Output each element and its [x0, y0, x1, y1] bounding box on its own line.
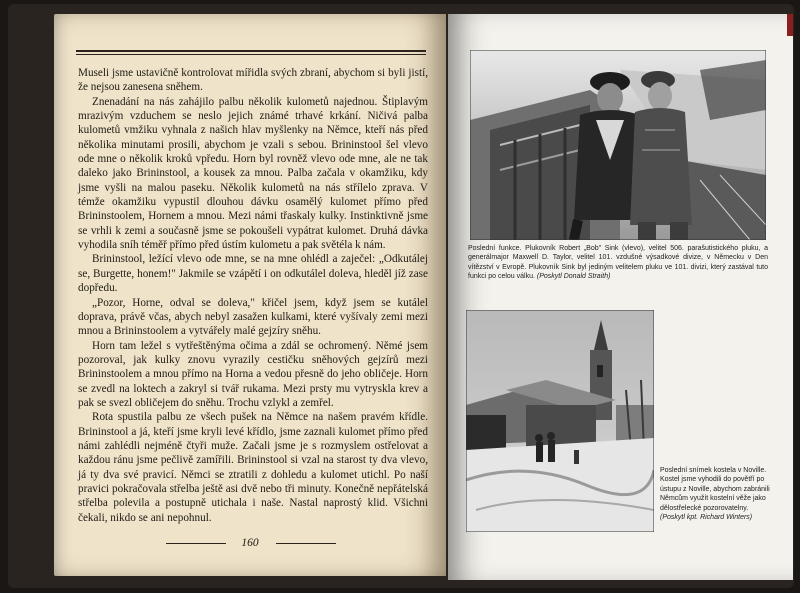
- header-rule-thin: [76, 54, 426, 55]
- photo-caption-bottom: [660, 466, 772, 522]
- caption-text: Poslední funkce. Plukovník Robert „Bob" Sink (vlevo), velitel 506. parašutistického pluku, a generálmajor Maxwell D. Taylor, velitel 101. vzdušné výsadkové divize, v Německu v Den vítězství v Evropě. Plukovník Sink byl jediným velitelem pluku ve 101. divizi, který zastával tuto funkci po celou válku.: [468, 245, 768, 281]
- page-footer: [54, 533, 446, 551]
- photo-caption-top: [468, 244, 768, 282]
- folio-rule-left: [166, 543, 226, 544]
- caption-text: Poslední snímek kostela v Noville. Kostel jsme vyhodili do povětří po ústupu z Noville, abychom zabránili Němcům využít kostelní věže jako dělostřelecké pozorovatelny.: [660, 467, 770, 512]
- paragraph: Rota spustila palbu ze všech pušek na Němce na našem pravém křídle. Brininstool a já, kteří jsme kryli levé křídlo, jsme zaznali kulomet přímo před námi zahlédli nejméně čtyři muže. Začali jsme je s rozmyslem ostřelovat a každou ránu jsme pečlivě zamířili. Brininstool si vzal na starost ty dva vlevo, já ty dva své pravicí. Němci se ztratili z dohledu a kulomet utichl. Po naší pravici pokračovala střelba ještě asi dvě nebo tři minuty. Konečně nepřátelská střelba polevila a postupně utichala i naše. Nastal naprostý klid. Všichni čekali, nikdo se ani nepohnul.: [78, 411, 428, 524]
- paragraph: Museli jsme ustavičně kontrolovat mířidla svých zbraní, abychom si byli jistí, že nejsou zanesena sněhem.: [78, 67, 428, 94]
- paragraph: Znenadání na nás zahájilo palbu několik kulometů najednou. Štiplavým mrazivým vzduchem se neslo jejich známé trhavé krkání. Ničivá palba kulometů vmžiku vyhnala z našich hlav myšlenky na Němce, kteří nás před několika minutami prosili, abychom je vzali s sebou. Brininstool šel vlevo ode mne o několik kroků vpředu. Horn byl rovněž vlevo ode mne, ale ne tak daleko jako Brininstool, a kousek za mnou. Palba začala v okamžiku, kdy jsme vyšli na malou paseku. Několik kulometů na nás střílelo zprava. V témže okamžiku vypustil dlouhou dávku osamělý kulomet přímo před Brininstoolem, Hornem a mnou. Mezi námi třaskaly kulky. Instinktivně jsme se vrhli k zemi a současně jsme se pokoušeli vypátrat kulomet. Druhá dávka vyhodila sníh téměř přímo před ústím kulometu a pak světéla k nám.: [78, 95, 428, 252]
- caption-credit: (Poskytl Donald Straith): [536, 273, 611, 281]
- page-number: 160: [235, 537, 264, 549]
- photo-officers: [470, 50, 766, 240]
- left-page: [54, 14, 446, 576]
- header-rule: [76, 50, 426, 52]
- folio-rule-right: [276, 543, 336, 544]
- photo-church-noville: [466, 310, 654, 532]
- page-edge-marker: [787, 14, 793, 36]
- paragraph: „Pozor, Horne, odval se doleva," křičel jsem, když jsem se kutálel doprava, právě včas, abych nebyl zasažen kulkami, které vyšívaly zemi mezi mnou a Brininstoolem a vytvářely malé gejzíry sněhu.: [78, 296, 428, 338]
- paragraph: Horn tam ležel s vytřeštěnýma očima a zdál se ochromený. Němé jsem pozoroval, jak kulky znovu vyrazily cestičku sněhových gejzírů mezi Brininstoolem a mnou přímo na Horna a vedou přesně do jeho obličeje. Horn se zvedl na loktech a zakryl si tvář rukama. Mezi prsty mu vytryskla krev a pak se svezl obličejem do sněhu. Trochu vzlykl a zemřel.: [78, 339, 428, 409]
- caption-credit: (Poskytl kpt. Richard Winters): [660, 514, 753, 522]
- right-page: [448, 14, 793, 580]
- book-spread: [8, 4, 794, 588]
- body-text: [78, 66, 428, 525]
- paragraph: Brininstool, ležící vlevo ode mne, se na mne ohlédl a zaječel: „Odkutálej se, Burgette, honem!" Jakmile se vzápětí i on odkutálel doleva, hleděl jíž zase dopředu.: [78, 253, 428, 295]
